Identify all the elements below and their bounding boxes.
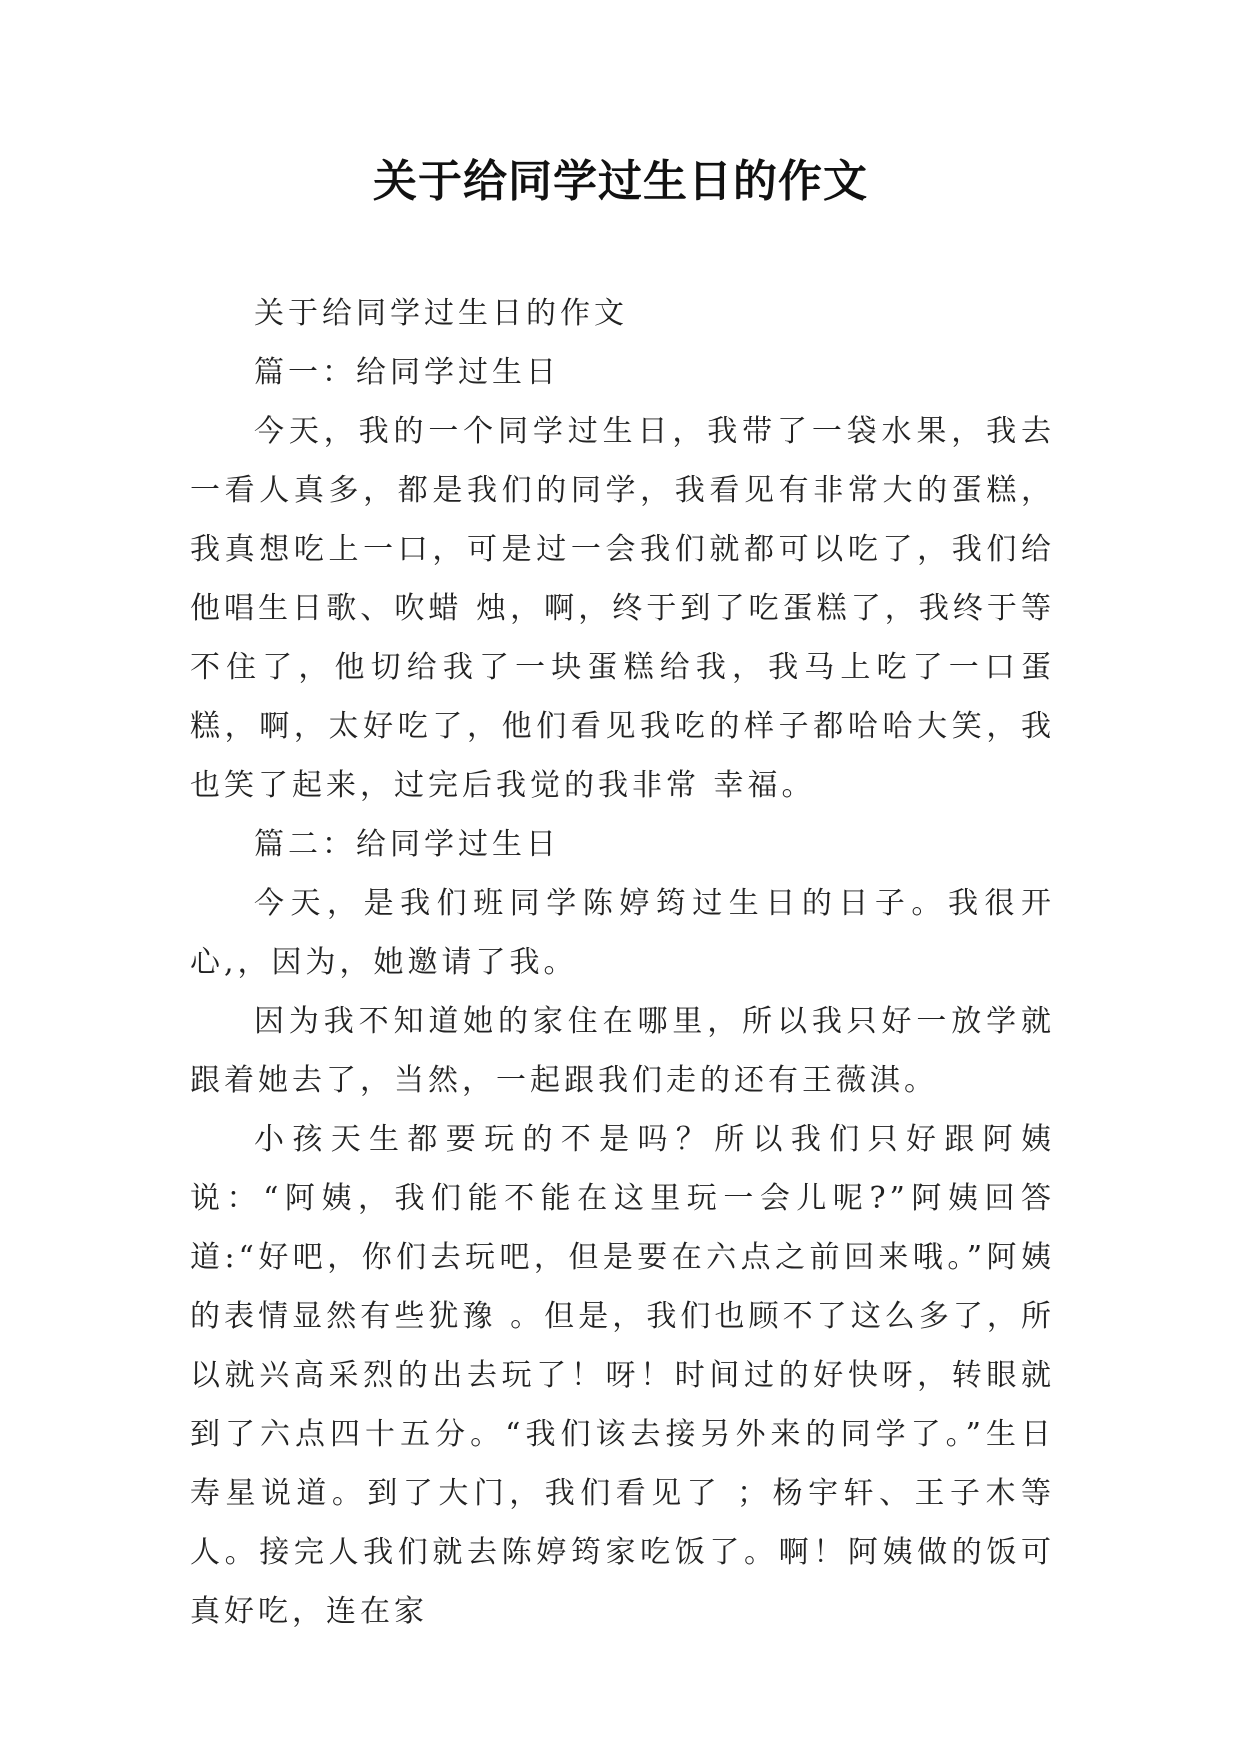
paragraph-section-two-follow: 因为我不知道她的家住在哪里，所以我只好一放学就跟着她去了，当然，一起跟我们走的还有王薇淇。 — [190, 1004, 1055, 1098]
paragraph-section-two-story: 小孩天生都要玩的不是吗？所以我们只好跟阿姨说：“阿姨，我们能不能在这里玩一会儿呢?”阿姨回答道:“好吧，你们去玩吧，但是要在六点之前回来哦。”阿姨的表情显然有些犹豫 。但是，我们也顾不了这么多了，所以就兴高采烈的出去玩了！呀！时间过的好快呀，转眼就到了六点四十五分。“我们该去接另外来的同学了。”生日寿星说道。到了大门，我们看见了 ；杨宇轩、王子木等人。接完人我们就去陈婷筠家吃饭了。啊！阿姨做的饭可真好吃，连在家 — [190, 1122, 1055, 1629]
paragraph-section-two-intro: 今天，是我们班同学陈婷筠过生日的日子。我很开心,，因为，她邀请了我。 — [190, 886, 1055, 980]
paragraph-section-one-heading: 篇一：给同学过生日 — [254, 355, 560, 390]
paragraph-section-one-body: 今天，我的一个同学过生日，我带了一袋水果，我去一看人真多，都是我们的同学，我看见有非常大的蛋糕，我真想吃上一口，可是过一会我们就都可以吃了，我们给他唱生日歌、吹蜡 烛，啊，终于到了吃蛋糕了，我终于等不住了，他切给我了一块蛋糕给我，我马上吃了一口蛋糕，啊，太好吃了，他们看见我吃的样子都哈哈大笑，我也笑了起来，过完后我觉的我非常 幸福。 — [190, 414, 1055, 803]
document-body — [190, 284, 1055, 1641]
document-title: 关于给同学过生日的作文 — [373, 156, 868, 207]
paragraph-section-two-heading: 篇二：给同学过生日 — [254, 827, 560, 862]
paragraph-subtitle: 关于给同学过生日的作文 — [254, 296, 628, 331]
